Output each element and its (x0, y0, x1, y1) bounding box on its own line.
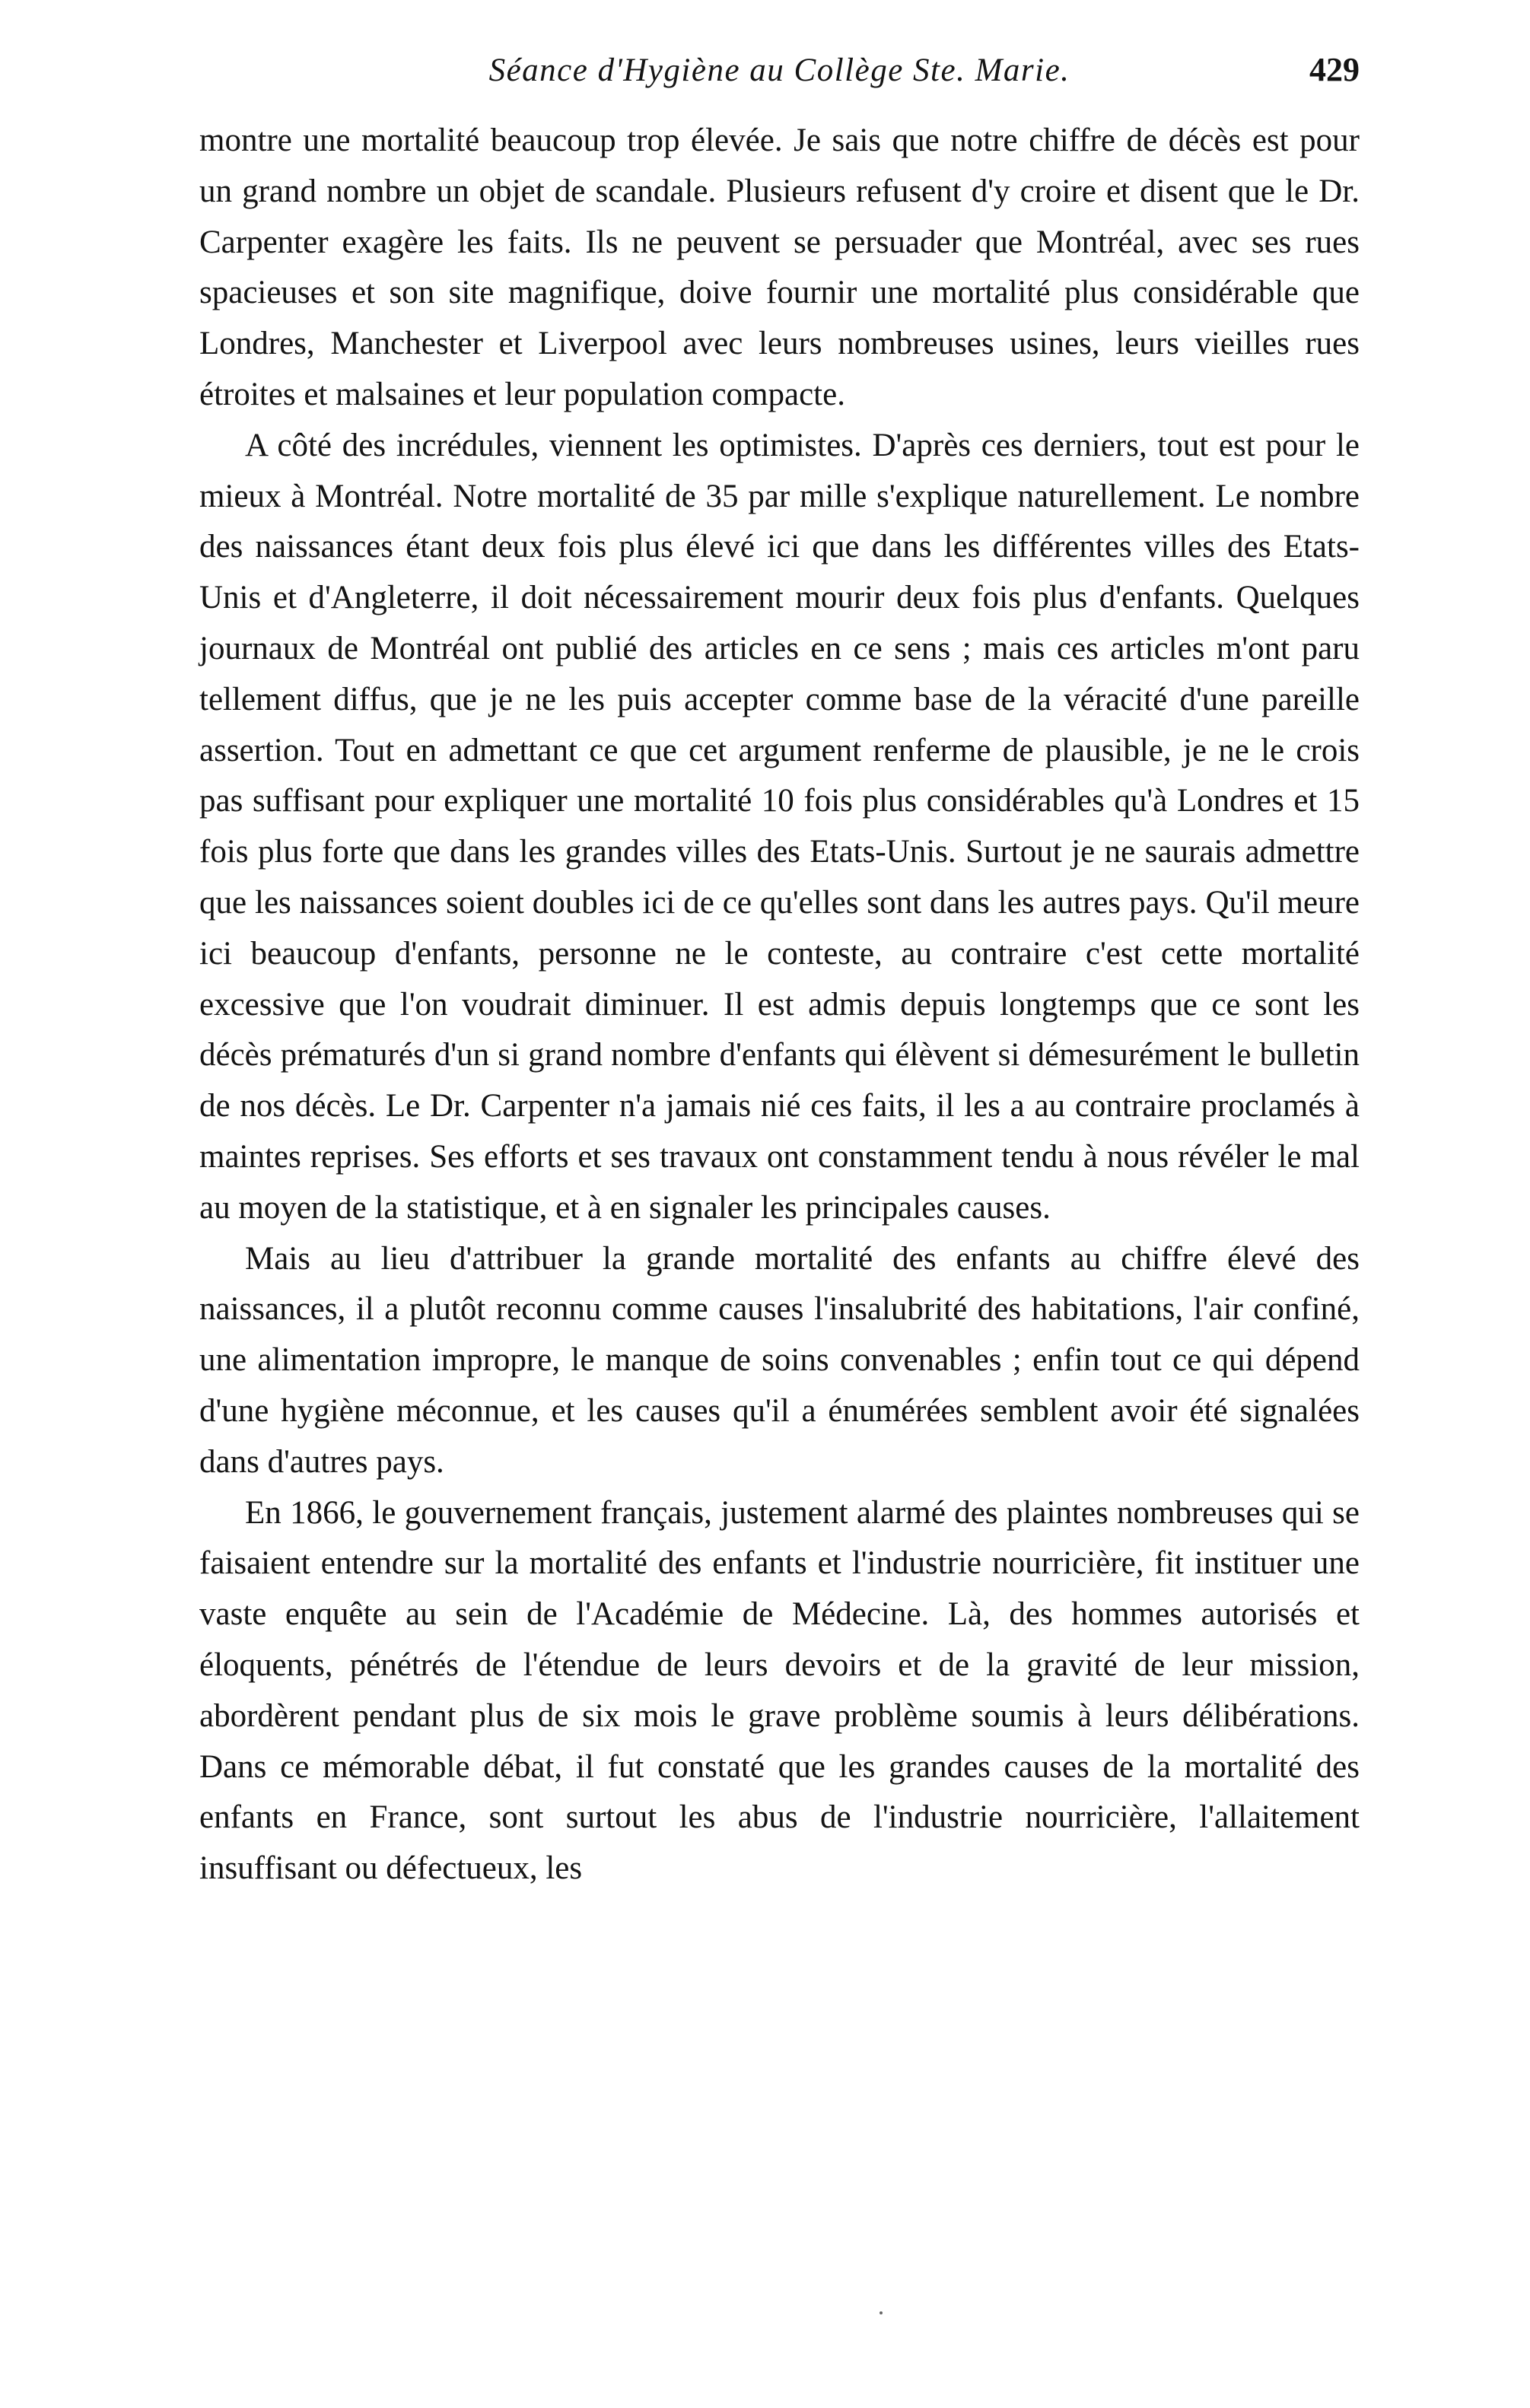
paragraph-causes: Mais au lieu d'attribuer la grande mortalité des enfants au chiffre élevé des naissances, il a plutôt reconnu comme causes l'insalubrité des habitations, l'air confiné, une alimentation impropre, le manque de soins convenables ; enfin tout ce qui dépend d'une hygiène méconnue, et les causes qu'il a énumérées semblent avoir été signalées dans d'autres pays. (199, 1240, 1360, 1480)
paragraph-optimists: A côté des incrédules, viennent les optimistes. D'après ces derniers, tout est pour le mieux à Montréal. Notre mortalité de 35 par mille s'explique naturellement. Le nombre des naissances étant deux fois plus élevé ici que dans les différentes villes des Etats-Unis et d'Angleterre, il doit nécessairement mourir deux fois plus d'enfants. Quelques journaux de Montréal ont publié des articles en ce sens ; mais ces articles m'ont paru tellement diffus, que je ne les puis accepter comme base de la véracité d'une pareille assertion. Tout en admettant ce que cet argument renferme de plausible, je ne le crois pas suffisant pour expliquer une mortalité 10 fois plus considérables qu'à Londres et 15 fois plus forte que dans les grandes villes des Etats-Unis. Surtout je ne saurais admettre que les naissances soient doubles ici de ce qu'elles sont dans les autres pays. Qu'il meure ici beaucoup d'enfants, personne ne le conteste, au contraire c'est cette mortalité excessive que l'on voudrait diminuer. Il est admis depuis longtemps que ce sont les décès prématurés d'un si grand nombre d'enfants qui élèvent si démesurément le bulletin de nos décès. Le Dr. Carpenter n'a jamais nié ces faits, il les a au contraire proclamés à maintes reprises. Ses efforts et ses travaux ont constamment tendu à nous révéler le mal au moyen de la statistique, et à en signaler les principales causes. (199, 427, 1360, 1226)
scan-speck (880, 2311, 883, 2314)
running-title: Séance d'Hygiène au Collège Ste. Marie. (488, 52, 1070, 88)
running-head (199, 46, 1360, 116)
paragraph-continuation: montre une mortalité beaucoup trop élevée. Je sais que notre chiffre de décès est pour un grand nombre un objet de scandale. Plusieurs refusent d'y croire et disent que le Dr. Carpenter exagère les faits. Ils ne peuvent se persuader que Montréal, avec ses rues spacieuses et son site magnifique, doive fournir une mortalité plus considérable que Londres, Manchester et Liverpool avec leurs nombreuses usines, leurs vieilles rues étroites et malsaines et leur population compacte. (199, 122, 1360, 412)
book-page (199, 46, 1360, 1894)
page-number: 429 (1309, 51, 1360, 88)
body-text (199, 116, 1360, 1894)
paragraph-enquete-1866: En 1866, le gouvernement français, justement alarmé des plaintes nombreuses qui se faisaient entendre sur la mortalité des enfants et l'industrie nourricière, fit instituer une vaste enquête au sein de l'Académie de Médecine. Là, des hommes autorisés et éloquents, pénétrés de l'étendue de leurs devoirs et de la gravité de leur mission, abordèrent pendant plus de six mois le grave problème soumis à leurs délibérations. Dans ce mémorable débat, il fut constaté que les grandes causes de la mortalité des enfants en France, sont surtout les abus de l'industrie nourricière, l'allaitement insuffisant ou défectueux, les (199, 1494, 1360, 1887)
